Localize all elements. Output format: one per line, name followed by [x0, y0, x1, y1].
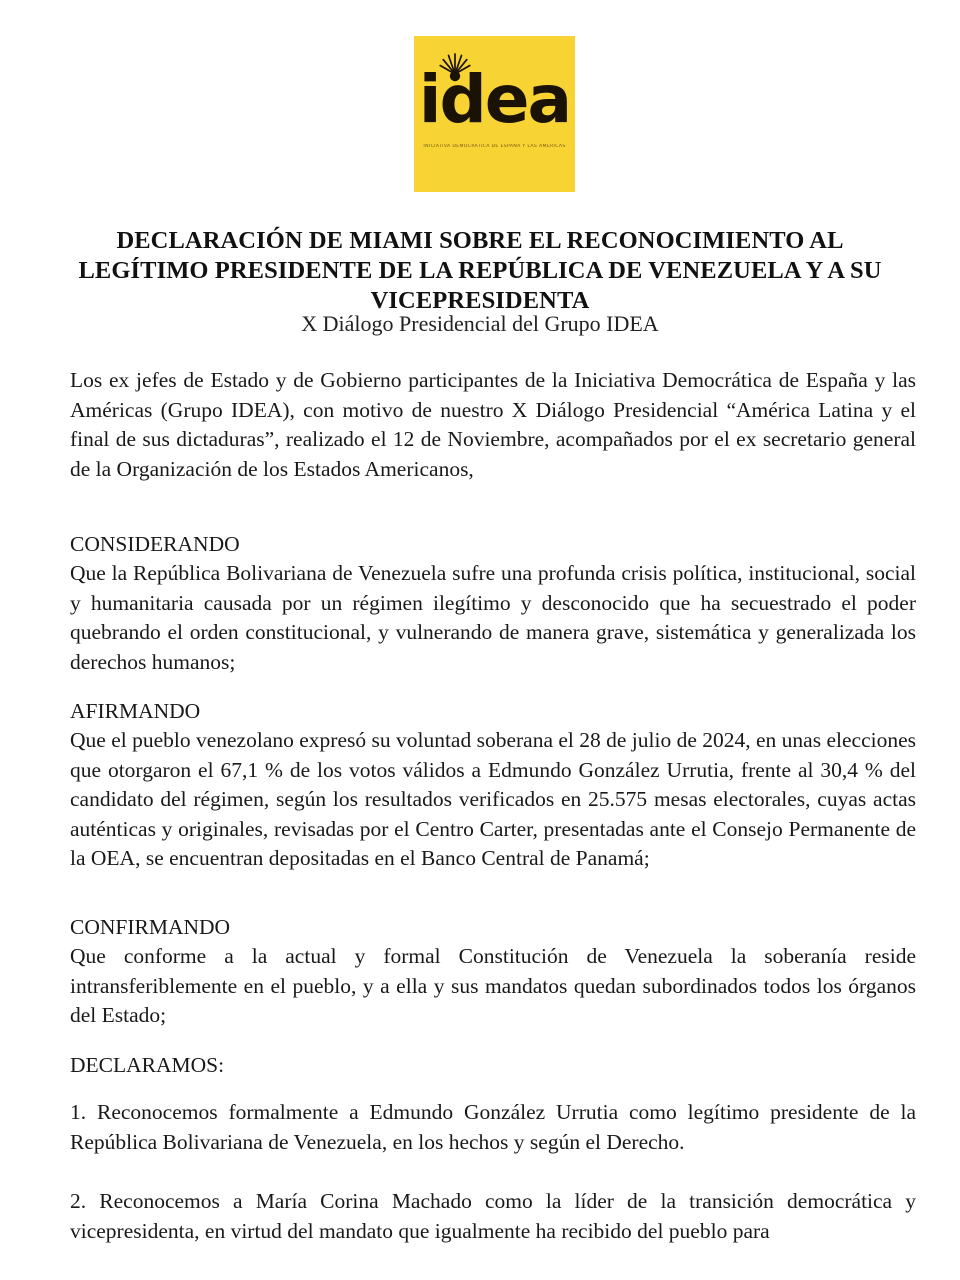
section-label-confirmando: CONFIRMANDO	[70, 915, 231, 939]
logo-wordmark: idea	[418, 61, 571, 138]
declaration-item-2: 2. Reconocemos a María Corina Machado como la líder de la transición democrática y vicepresidenta, en virtud del mandato que igualmente ha recibido del pueblo para	[70, 1189, 916, 1243]
intro-paragraph: Los ex jefes de Estado y de Gobierno participantes de la Iniciativa Democrática de España y las Américas (Grupo IDEA), con motivo de nuestro X Diálogo Presidencial “América Latina y el final de sus dictaduras”, realizado el 12 de Noviembre, acompañados por el ex secretario general de la Organización de los Estados Americanos,	[70, 368, 916, 481]
section-text-considerando: Que la República Bolivariana de Venezuela sufre una profunda crisis política, institucional, social y humanitaria causada por un régimen ilegítimo y desconocido que ha secuestrado el poder quebrando el orden constitucional, y vulnerando de manera grave, sistemática y generalizada los derechos humanos;	[70, 561, 916, 674]
logo-tagline: INICIATIVA DEMOCRATICA DE ESPAÑA Y LAS AMERICAS	[423, 144, 566, 149]
declaration-heading: DECLARAMOS:	[70, 1053, 225, 1077]
section-text-confirmando: Que conforme a la actual y formal Constitución de Venezuela la soberanía reside intransferiblemente en el pueblo, y a ella y sus mandatos quedan subordinados todos los órganos del Estado;	[70, 944, 916, 1028]
logo-content	[414, 36, 575, 192]
page-title: DECLARACIÓN DE MIAMI SOBRE EL RECONOCIMIENTO AL LEGÍTIMO PRESIDENTE DE LA REPÚBLICA DE VENEZUELA Y A SU VICEPRESIDENTA	[78, 227, 882, 314]
page-subtitle: X Diálogo Presidencial del Grupo IDEA	[301, 311, 659, 336]
section-text-afirmando: Que el pueblo venezolano expresó su voluntad soberana el 28 de julio de 2024, en unas elecciones que otorgaron el 67,1 % de los votos válidos a Edmundo González Urrutia, frente al 30,4 % del candidato del régimen, según los resultados verificados en 25.575 mesas electorales, cuyas actas auténticas y originales, revisadas por el Centro Carter, presentadas ante el Consejo Permanente de la OEA, se encuentran depositadas en el Banco Central de Panamá;	[70, 728, 916, 871]
idea-logo	[414, 36, 575, 192]
section-label-considerando: CONSIDERANDO	[70, 532, 240, 556]
declaration-item-1: 1. Reconocemos formalmente a Edmundo González Urrutia como legítimo presidente de la República Bolivariana de Venezuela, en los hechos y según el Derecho.	[70, 1100, 916, 1154]
section-label-afirmando: AFIRMANDO	[70, 699, 201, 723]
